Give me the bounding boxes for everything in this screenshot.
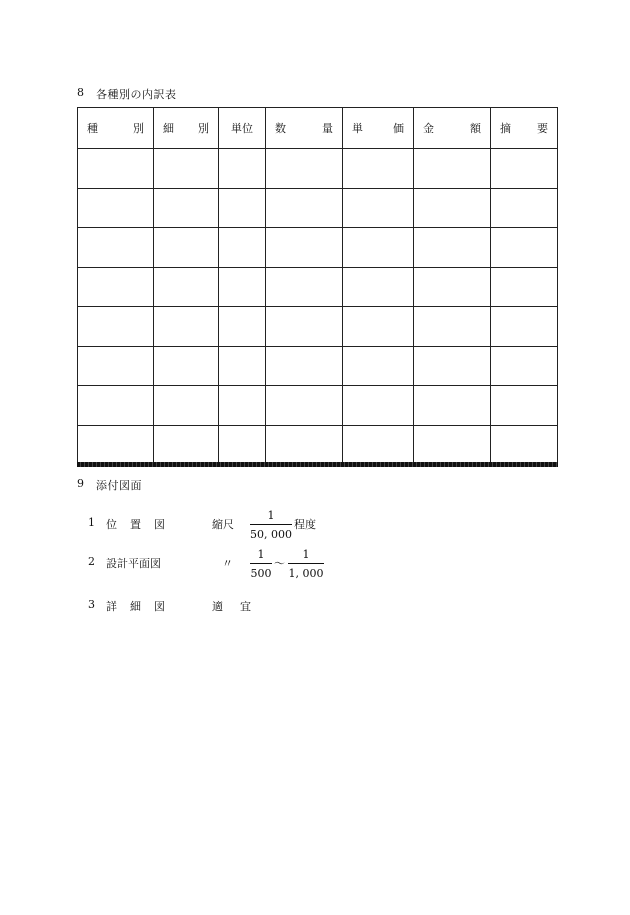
header-quantity: 数 量 [266,108,343,149]
table-cell [78,386,154,426]
table-cell [414,228,491,268]
table-cell [491,425,558,465]
header-detail: 細 別 [154,108,219,149]
table-cell [219,267,266,307]
item-2-number: 2 [88,555,95,568]
item-1-suffix: 程度 [294,518,316,531]
table-cell [154,307,219,347]
item-2-fraction-max-denominator: 1, 000 [288,567,324,580]
table-row [78,228,558,268]
item-1-scale-label: 縮尺 [212,518,234,531]
table-cell [78,425,154,465]
table-cell [219,307,266,347]
table-cell [219,425,266,465]
table-cell [414,307,491,347]
item-2-range-tilde: 〜 [274,557,285,570]
item-1-number: 1 [88,516,95,529]
table-cell [343,386,414,426]
header-remarks: 摘 要 [491,108,558,149]
item-2-fraction-max [288,548,324,580]
header-amount: 金 額 [414,108,491,149]
table-cell [266,228,343,268]
item-2-name: 設計平面図 [106,557,161,570]
table-cell [78,149,154,189]
item-2-fraction-min [250,548,272,580]
table-cell [414,267,491,307]
table-row [78,307,558,347]
table-cell [154,425,219,465]
breakdown-table [77,107,558,465]
table-cell [266,386,343,426]
table-row [78,346,558,386]
table-cell [343,228,414,268]
table-cell [219,386,266,426]
table-cell [343,307,414,347]
table-cell [266,149,343,189]
table-cell [343,425,414,465]
table-cell [343,149,414,189]
section-8-number: 8 [77,86,84,99]
table-cell [343,188,414,228]
item-3-scale-char-2: 宜 [240,600,251,613]
table-cell [491,228,558,268]
table-cell [154,188,219,228]
item-1-fraction-numerator: 1 [267,509,275,522]
table-cell [266,188,343,228]
table-row [78,267,558,307]
item-1-name-char-1: 位 [106,518,117,531]
table-row [78,188,558,228]
table-cell [266,346,343,386]
section-9-number: 9 [77,477,84,490]
item-1-name-char-2: 置 [130,518,141,531]
table-cell [219,346,266,386]
table-header-row [78,108,558,149]
item-1-scale-fraction [250,509,292,541]
table-cell [414,386,491,426]
section-9-title: 添付図面 [96,479,142,492]
item-3-name-char-1: 詳 [106,600,117,613]
table-cell [266,267,343,307]
table-cell [78,228,154,268]
table-cell [491,346,558,386]
table-cell [491,149,558,189]
table-cell [154,386,219,426]
item-2-ditto-mark: 〃 [222,557,233,570]
item-3-scale-char-1: 適 [212,600,223,613]
table-cell [78,188,154,228]
table-cell [78,346,154,386]
table-cell [154,149,219,189]
item-3-number: 3 [88,598,95,611]
table-cell [154,228,219,268]
table-row [78,386,558,426]
item-2-fraction-max-numerator: 1 [302,548,310,561]
table-cell [219,188,266,228]
item-3-name-char-3: 図 [154,600,165,613]
section-8-title: 各種別の内訳表 [96,88,177,101]
item-3-name-char-2: 細 [130,600,141,613]
table-cell [343,346,414,386]
table-bottom-rule [77,462,558,467]
table-cell [219,228,266,268]
table-cell [491,188,558,228]
table-cell [78,267,154,307]
table-cell [78,307,154,347]
table-cell [154,267,219,307]
table-cell [491,307,558,347]
table-cell [266,307,343,347]
table-cell [414,425,491,465]
header-type: 種 別 [78,108,154,149]
item-1-name-char-3: 図 [154,518,165,531]
item-2-fraction-min-denominator: 500 [250,567,272,580]
item-1-fraction-denominator: 50, 000 [250,528,292,541]
table-row [78,149,558,189]
table-cell [491,386,558,426]
table-row [78,425,558,465]
table-cell [154,346,219,386]
table-cell [343,267,414,307]
header-unit-price: 単 価 [343,108,414,149]
item-2-fraction-min-numerator: 1 [257,548,265,561]
table-cell [219,149,266,189]
table-cell [414,346,491,386]
table-cell [414,188,491,228]
table-cell [414,149,491,189]
table-cell [266,425,343,465]
header-unit: 単位 [219,108,266,149]
table-cell [491,267,558,307]
